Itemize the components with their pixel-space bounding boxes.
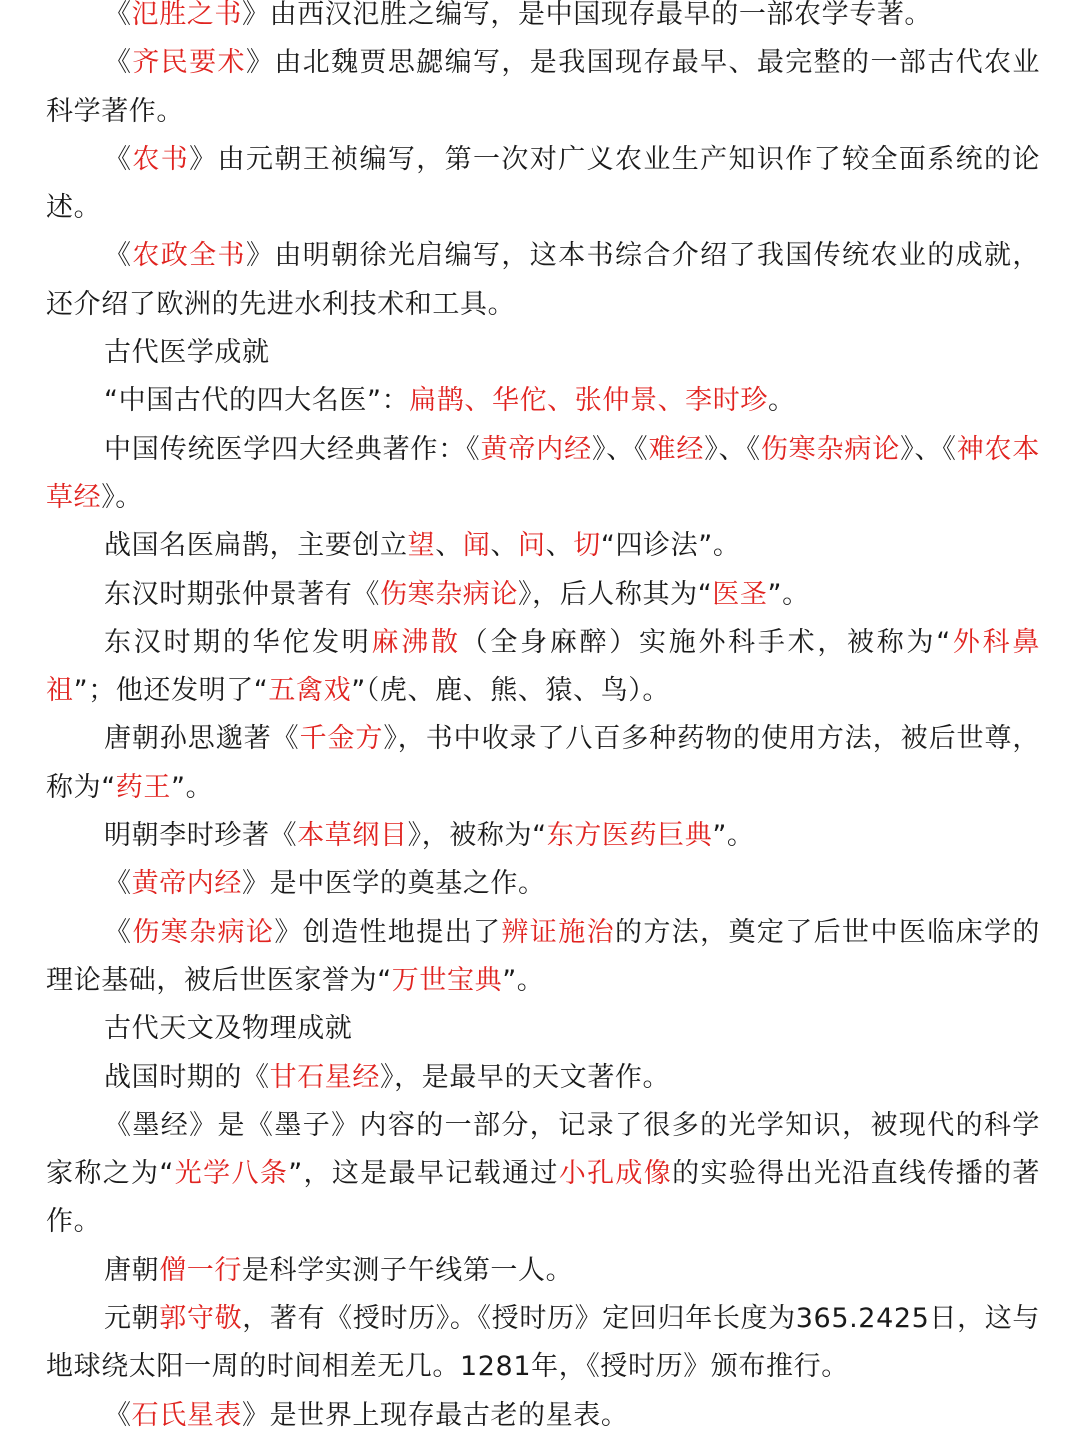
text-run: 《	[104, 916, 133, 948]
text-run: 战国名医扁鹊，主要创立	[104, 530, 408, 562]
text-run: 》、《	[591, 433, 649, 465]
text-run: 明朝李时珍著《	[104, 820, 298, 852]
paragraph	[46, 0, 1040, 39]
text-run: ”，这是最早记载通过	[288, 1158, 559, 1190]
text-run: ”；他还发明了“	[73, 675, 269, 707]
text-run: 《	[104, 0, 132, 30]
text-run: 》，后人称其为“	[518, 578, 713, 610]
text-run: 古代天文及物理成就	[104, 1013, 353, 1045]
text-run: 》。	[101, 481, 143, 513]
text-run: （全身麻醉）实施外科手术，被称为“	[460, 626, 951, 658]
highlighted-term: 小孔成像	[558, 1158, 673, 1190]
text-run: 元朝	[104, 1303, 160, 1335]
highlighted-term: 千金方	[299, 723, 384, 755]
paragraph	[46, 715, 1040, 812]
highlighted-term: 问	[518, 530, 546, 562]
paragraph	[46, 1102, 1040, 1247]
highlighted-term: 农书	[132, 143, 190, 175]
paragraph	[46, 1392, 1040, 1440]
paragraph	[46, 232, 1040, 329]
highlighted-term: 郭守敬	[159, 1303, 243, 1335]
paragraph	[46, 522, 1040, 570]
text-run: 东汉时期张仲景著有《	[104, 578, 380, 610]
text-run: 古代医学成就	[104, 337, 270, 369]
text-run: 《	[104, 868, 132, 900]
text-run: 》是世界上现存最古老的星表。	[242, 1399, 629, 1431]
text-run: 东汉时期的华佗发明	[104, 626, 372, 658]
highlighted-term: 黄帝内经	[480, 433, 592, 465]
text-run: 、	[545, 530, 574, 562]
text-run: 《	[104, 1399, 132, 1431]
highlighted-term: 本草纲目	[297, 820, 408, 852]
text-run: 。	[768, 385, 796, 417]
highlighted-term: 东方医药巨典	[546, 820, 713, 852]
text-run: 》，书中收录了八百多种药物的使用方法，被后世尊，称为“	[46, 723, 1040, 803]
paragraph	[46, 1005, 1040, 1053]
highlighted-term: 黄帝内经	[131, 868, 243, 900]
paragraph	[46, 329, 1040, 377]
text-run: 》由明朝徐光启编写，这本书综合介绍了我国传统农业的成就，还介绍了欧洲的先进水利技术和工具。	[46, 240, 1040, 320]
highlighted-term: 切	[573, 530, 601, 562]
text-run: 》、《	[900, 433, 957, 465]
highlighted-term: 伤寒杂病论	[132, 916, 275, 948]
highlighted-term: 望	[407, 530, 436, 562]
highlighted-term: 辨证施治	[501, 916, 615, 948]
highlighted-term: 僧一行	[159, 1254, 243, 1286]
text-run: 》，是最早的天文著作。	[380, 1061, 671, 1093]
highlighted-term: 难经	[648, 433, 705, 465]
text-run: 》由北魏贾思勰编写，是我国现存最早、最完整的一部古代农业科学著作。	[46, 47, 1040, 127]
highlighted-term: 氾胜之书	[131, 0, 243, 30]
text-run: 是科学实测子午线第一人。	[242, 1254, 574, 1286]
text-run: 《	[104, 47, 133, 79]
text-run: “中国古代的四大名医”：	[104, 385, 410, 417]
text-run: 》创造性地提出了	[274, 916, 502, 948]
text-run: 的方法，奠定了后世中医临床学的理论基础，被后世医家誉为“	[46, 916, 1040, 996]
text-run: 战国时期的《	[104, 1061, 270, 1093]
text-run: 的实验得出光沿直线传播的著作。	[46, 1158, 1040, 1238]
document-body	[46, 0, 1040, 1440]
paragraph	[46, 39, 1040, 136]
highlighted-term: 闻	[462, 530, 491, 562]
text-run: 《	[104, 240, 133, 272]
highlighted-term: 扁鹊、华佗、张仲景、李时珍	[409, 385, 768, 417]
text-run: 、	[490, 530, 519, 562]
paragraph	[46, 1295, 1040, 1392]
text-run: 》，被称为“	[407, 820, 547, 852]
text-run: ”。	[767, 578, 810, 610]
highlighted-term: 石氏星表	[131, 1399, 243, 1431]
highlighted-term: 五禽戏	[268, 675, 352, 707]
text-run: ”。	[502, 964, 545, 996]
paragraph	[46, 1054, 1040, 1102]
text-run: ”。	[712, 820, 755, 852]
text-run: 《	[104, 143, 133, 175]
text-run: 》由元朝王祯编写，第一次对广义农业生产知识作了较全面系统的论述。	[46, 143, 1040, 224]
paragraph	[46, 426, 1040, 523]
highlighted-term: 万世宝典	[391, 964, 503, 996]
text-run: 、	[435, 530, 463, 562]
text-run: 唐朝孙思邈著《	[104, 723, 300, 755]
text-run: 中国传统医学四大经典著作：《	[104, 433, 481, 465]
highlighted-term: 伤寒杂病论	[760, 433, 901, 465]
text-run: ，著有《授时历》。《授时历》定回归年长度为365.2425日，这与地球绕太阳一周的时间相差无几。1281年，《授时历》颁布推行。	[46, 1303, 1040, 1383]
text-run: “四诊法”。	[600, 530, 741, 562]
paragraph	[46, 812, 1040, 860]
paragraph	[46, 1247, 1040, 1295]
highlighted-term: 农政全书	[132, 240, 246, 272]
highlighted-term: 麻沸散	[371, 626, 461, 658]
text-run: 》由西汉氾胜之编写，是中国现存最早的一部农学专著。	[242, 0, 933, 30]
paragraph	[46, 571, 1040, 619]
highlighted-term: 伤寒杂病论	[380, 578, 518, 610]
highlighted-term: 齐民要术	[132, 47, 246, 79]
text-run: 唐朝	[104, 1254, 160, 1286]
paragraph	[46, 909, 1040, 1006]
text-run: ”。	[171, 771, 214, 803]
paragraph	[46, 377, 1040, 425]
paragraph	[46, 860, 1040, 908]
highlighted-term: 药王	[115, 771, 171, 803]
paragraph	[46, 619, 1040, 716]
highlighted-term: 神农本草经	[46, 433, 1041, 513]
text-run: 》是中医学的奠基之作。	[242, 868, 546, 900]
highlighted-term: 甘石星经	[269, 1061, 381, 1093]
text-run: 》、《	[704, 433, 761, 465]
text-run: ”（虎、鹿、熊、猿、鸟）。	[351, 675, 670, 707]
highlighted-term: 医圣	[712, 578, 768, 610]
highlighted-term: 外科鼻祖	[46, 626, 1040, 707]
highlighted-term: 光学八条	[174, 1158, 289, 1190]
text-run: 《墨经》是《墨子》内容的一部分，记录了很多的光学知识，被现代的科学家称之为“	[46, 1109, 1040, 1190]
paragraph	[46, 136, 1040, 233]
